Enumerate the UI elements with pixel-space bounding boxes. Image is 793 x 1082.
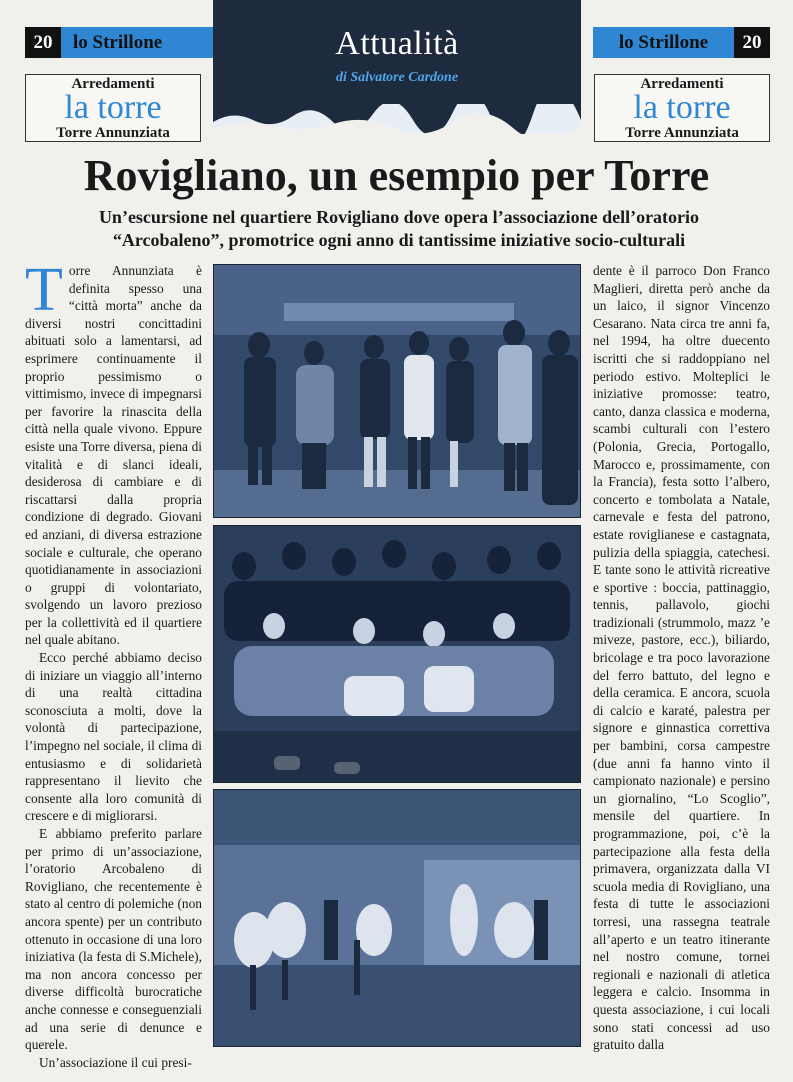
article-column-left — [25, 256, 202, 1071]
ad-la-torre-right — [594, 74, 770, 142]
section-title: Attualità — [335, 25, 459, 62]
magazine-name: lo Strillone — [593, 27, 734, 58]
magazine-name: lo Strillone — [61, 27, 226, 58]
page-header-left — [25, 27, 226, 58]
photo-group-seated — [213, 525, 581, 783]
byline: di Salvatore Cardone — [335, 70, 459, 85]
ad-la-torre-left — [25, 74, 201, 142]
photo-dance-show — [213, 789, 581, 1047]
page-number: 20 — [734, 27, 770, 58]
paragraph: orre Annunziata è definita spesso una “città morta” anche da diversi nostri concittadini abituati solo a lamentarsi, ad esprimere continuamente il proprio pessimismo o vittimismo, invece di impegnarsi per favorire la rinascita della città nella quale vivono. Eppure esiste una Torre diversa, piena di vitalità e di slanci ideali, desiderosa di cambiare e di riscattarsi dalla propria condizione di degrado. Giovani ed anziani, di diversa estrazione sociale e culturale, che operano quotidianamente in associazioni o gruppi di volontariato, svolgendo un lavoro prezioso per la collettività ed il quartiere nel quale abitano. — [25, 263, 202, 648]
ad-brand: la torre — [633, 89, 731, 126]
ad-line1: Arredamenti — [71, 76, 155, 92]
paragraph: Ecco perché abbiamo deciso di iniziare un viaggio all’interno di una realtà cittadina sconosciuta a molti, dove la volontà di partecipazione, l’impegno nel sociale, il clima di entusiasmo e di solidarietà rappresentano il lievito che consente alla loro comunità di crescere e di migliorarsi. — [25, 650, 202, 824]
ad-line3: Torre Annunziata — [56, 125, 170, 141]
article-column-right — [593, 262, 770, 1054]
paragraph: dente è il parroco Don Franco Maglieri, diretta però anche da un laico, il signor Vincenzo Cesarano. Nata circa tre anni fa, nel 1994, ha oltre duecento iscritti che si raddoppiano nel periodo estivo. Molteplici le iniziative promosse: teatro, canto, danza classica e moderna, scambi culturali con l’estero (Polonia, Grecia, Portogallo, Marocco e, prossimamente, con la Francia), festa sotto l’albero, concerto e tombolata a Natale, carnevale e festa del patrono, estate roviglianese e castagnata, pulizia della spiaggia, catechesi. E tante sono le attività ricreative e sportive : boccia, pattinaggio, tennis, pallavolo, giochi tradizionali (strummolo, mazz ’e miveze, pastore, ecc.), biliardo, bricolage e tra poco lavorazione del ferro battuto, del legno e della ceramica. E ancora, scuola di calcio e karaté, palestra per signore e ginnastica correttiva per bambini, corsa campestre (due anni fa hanno vinto il campionato nazionale) e persino un giornalino, “Lo Scoglio”, mensile del quartiere. In programmazione, poi, c’è la partecipazione alla festa della primavera, organizzata dalla VI scuola media di Rovigliano, una festa di tutte le associazioni torresi, una rassegna teatrale all’aperto e un teatro itinerante nel nostro comune, tornei regionali e nazionali di atletica leggera e calcio. Insomma in questa associazione, i cui locali sono stati concessi ad uso gratuito dalla — [593, 263, 770, 1053]
page-number: 20 — [25, 27, 61, 58]
article-subtitle: Un’escursione nel quartiere Rovigliano dove opera l’associazione dell’oratorio “Arcobaleno”, promotrice ogni anno di tantissime iniziative socio-culturali — [98, 207, 700, 250]
page-header-right — [593, 27, 770, 58]
article-title: Rovigliano, un esempio per Torre — [83, 151, 710, 200]
ad-brand: la torre — [64, 89, 162, 126]
wave-decoration — [213, 104, 581, 134]
ad-line3: Torre Annunziata — [625, 125, 739, 141]
paragraph: E abbiamo preferito parlare per primo di un’associazione, l’oratorio Arcobaleno di Rovigliano, che recentemente è stato al centro di polemiche (non ancora spente) per un contributo ottenuto in occasione di una loro iniziativa (la festa di S.Michele), ma non ancora concesso per diverse difficoltà burocratiche anche connesse e conseguenziali ad una serie di denunce e querele. — [25, 826, 202, 1053]
paragraph: Un’associazione il cui presi- — [39, 1054, 192, 1070]
drop-cap: T — [25, 256, 63, 324]
section-banner — [213, 0, 581, 134]
photo-group-standing — [213, 264, 581, 518]
ad-line1: Arredamenti — [640, 76, 724, 92]
